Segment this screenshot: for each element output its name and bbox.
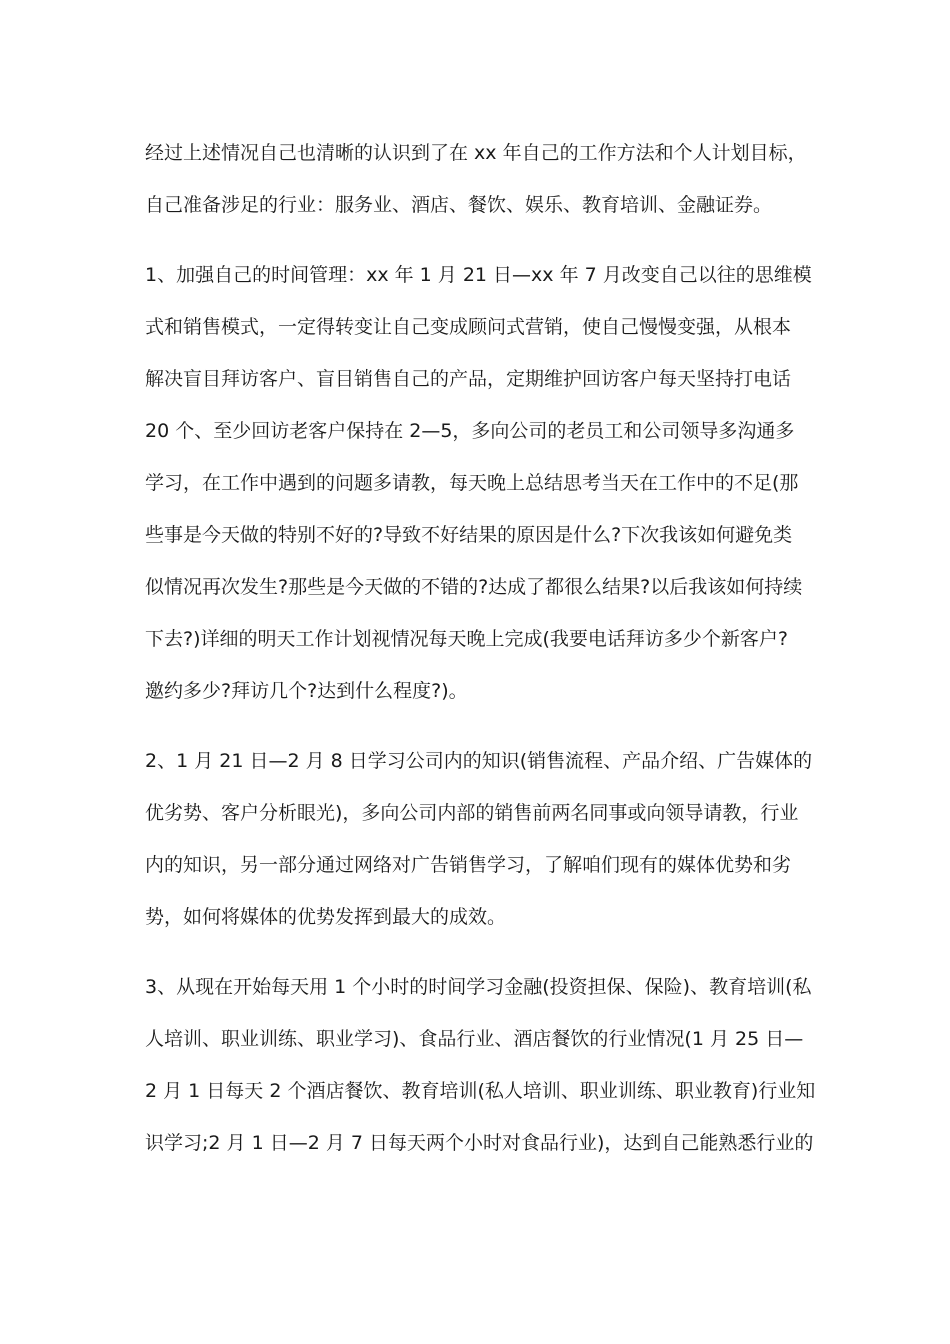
text-line: 邀约多少?拜访几个?达到什么程度?)。 [145, 680, 468, 702]
text-line: 似情况再次发生?那些是今天做的不错的?达成了都很么结果?以后我该如何持续 [145, 576, 803, 598]
text-line: 识学习;2 月 1 日—2 月 7 日每天两个小时对食品行业)，达到自己能熟悉行业的 [145, 1132, 814, 1154]
text-line: 经过上述情况自己也清晰的认识到了在 xx 年自己的工作方法和个人计划目标， [145, 142, 807, 164]
text-line: 3、从现在开始每天用 1 个小时的时间学习金融(投资担保、保险)、教育培训(私 [145, 976, 812, 998]
document-body [145, 127, 816, 1187]
paragraph-intro [145, 127, 810, 231]
text-line: 2 月 1 日每天 2 个酒店餐饮、教育培训(私人培训、职业训练、职业教育)行业知 [145, 1080, 816, 1102]
text-line: 势，如何将媒体的优势发挥到最大的成效。 [145, 906, 507, 928]
text-line: 式和销售模式，一定得转变让自己变成顾问式营销，使自己慢慢变强，从根本 [145, 316, 792, 338]
text-line: 学习，在工作中遇到的问题多请教，每天晚上总结思考当天在工作中的不足(那 [145, 472, 799, 494]
text-line: 优劣势、客户分析眼光)，多向公司内部的销售前两名同事或向领导请教，行业 [145, 802, 799, 824]
text-line: 20 个、至少回访老客户保持在 2—5，多向公司的老员工和公司领导多沟通多 [145, 420, 795, 442]
text-line: 下去?)详细的明天工作计划视情况每天晚上完成(我要电话拜访多少个新客户? [145, 628, 788, 650]
paragraph-item-3 [145, 961, 816, 1169]
paragraph-item-2 [145, 735, 813, 943]
text-line: 人培训、职业训练、职业学习)、食品行业、酒店餐饮的行业情况(1 月 25 日— [145, 1028, 804, 1050]
paragraph-item-1 [145, 249, 810, 717]
text-line: 2、1 月 21 日—2 月 8 日学习公司内的知识(销售流程、产品介绍、广告媒体的 [145, 750, 813, 772]
text-line: 些事是今天做的特别不好的?导致不好结果的原因是什么?下次我该如何避免类 [145, 524, 793, 546]
text-line: 自己准备涉足的行业：服务业、酒店、餐饮、娱乐、教育培训、金融证券。 [145, 194, 773, 216]
text-line: 内的知识，另一部分通过网络对广告销售学习，了解咱们现有的媒体优势和劣 [145, 854, 792, 876]
text-line: 1、加强自己的时间管理：xx 年 1 月 21 日—xx 年 7 月改变自己以往的思维模 [145, 264, 812, 286]
text-line: 解决盲目拜访客户、盲目销售自己的产品，定期维护回访客户每天坚持打电话 [145, 368, 792, 390]
